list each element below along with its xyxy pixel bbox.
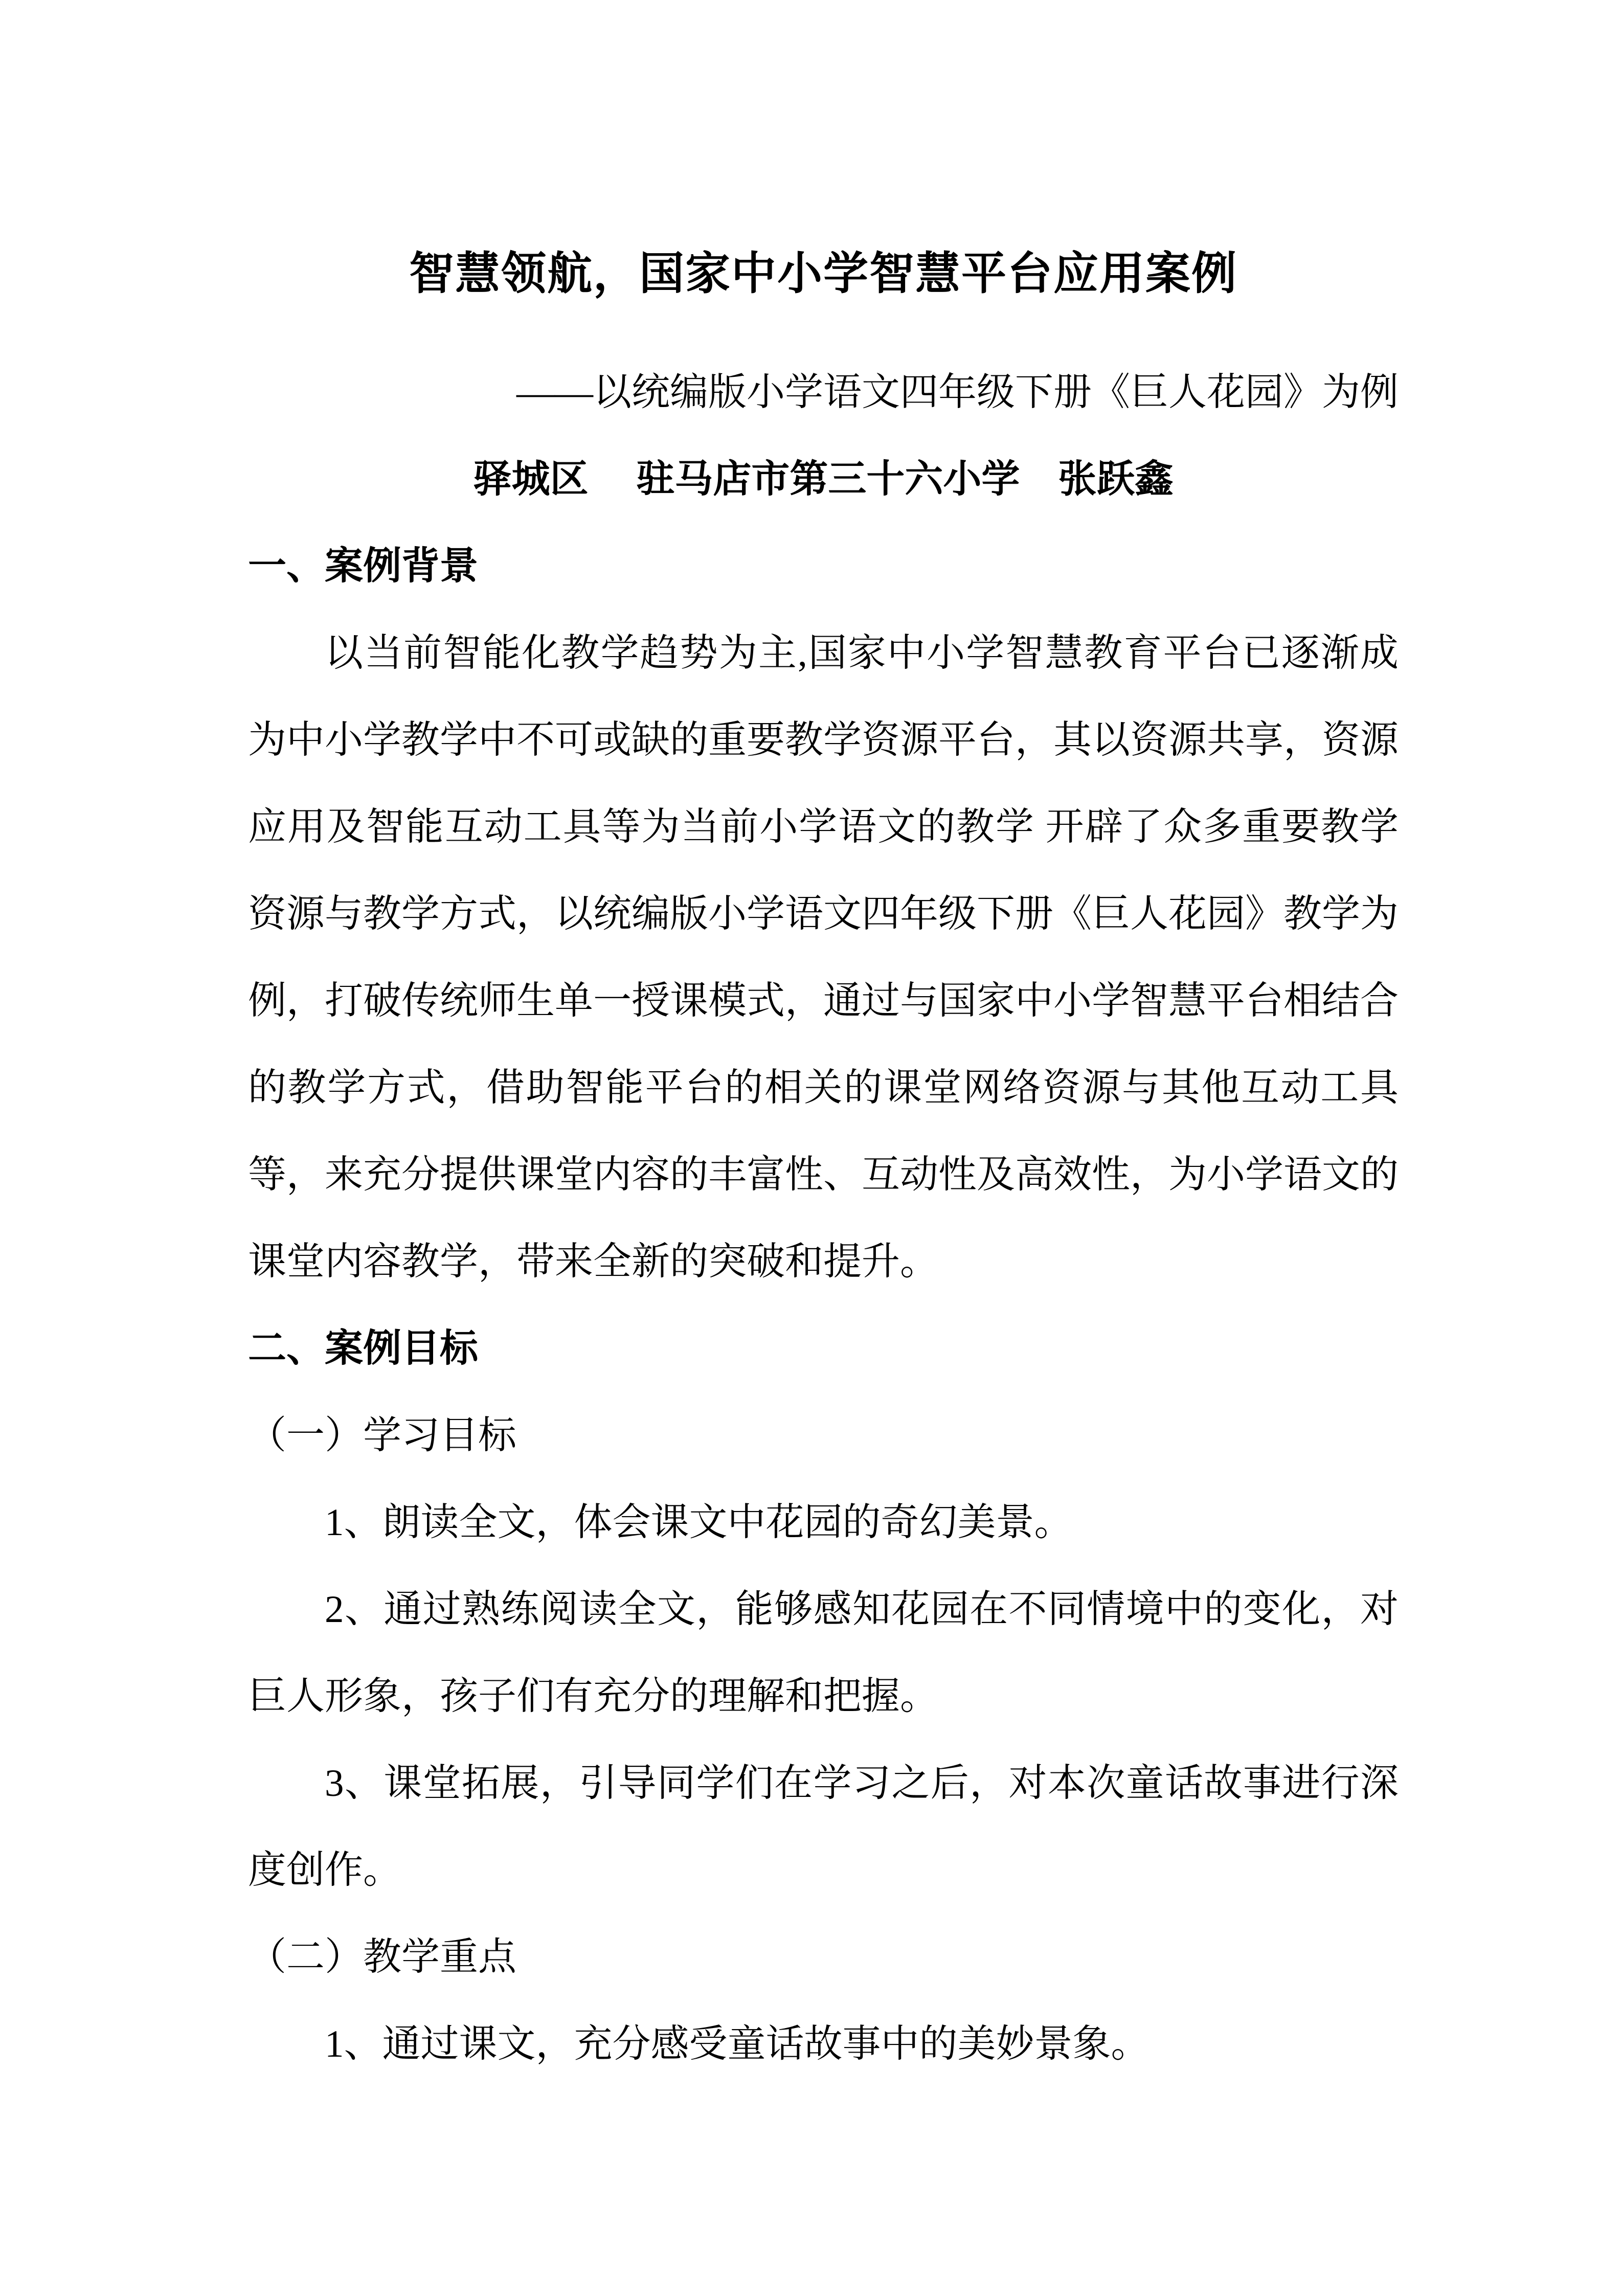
goal-item-1: 1、朗读全文，体会课文中花园的奇幻美景。 [325, 1501, 1073, 1544]
document-subtitle: ——以统编版小学语文四年级下册《巨人花园》为例 [516, 371, 1399, 414]
section-1-heading: 一、案例背景 [248, 545, 479, 588]
goal-item-3: 3、课堂拓展，引导同学们在学习之后，对本次童话故事进行深度创作。 [248, 1762, 1399, 1892]
teaching-focus-heading: （二）教学重点 [248, 1936, 517, 1978]
learning-goals-heading: （一）学习目标 [248, 1414, 517, 1457]
section-1-paragraph: 以当前智能化教学趋势为主,国家中小学智慧教育平台已逐渐成为中小学教学中不可或缺的重要教学资源平台，其以资源共享，资源应用及智能互动工具等为当前小学语文的教学 开辟了众多重要教学资源与教学方式，以统编版小学语文四年级下册《巨人花园》教学为例，打破传统师生单一授课模式，通过与国家中小学智慧平台相结合的教学方式，借助智能平台的相关的课堂网络资源与其他互动工具等，来充分提供课堂内容的丰富性、互动性及高效性，为小学语文的课堂内容教学，带来全新的突破和提升。 [248, 632, 1399, 1283]
document-title: 智慧领航，国家中小学智慧平台应用案例 [409, 248, 1237, 299]
author-byline: 驿城区 驻马店市第三十六小学 张跃鑫 [473, 458, 1174, 501]
goal-item-2: 2、通过熟练阅读全文，能够感知花园在不同情境中的变化，对巨人形象，孩子们有充分的理解和把握。 [248, 1588, 1399, 1718]
section-2-heading: 二、案例目标 [248, 1327, 479, 1370]
focus-item-1: 1、通过课文，充分感受童话故事中的美妙景象。 [325, 2023, 1149, 2065]
